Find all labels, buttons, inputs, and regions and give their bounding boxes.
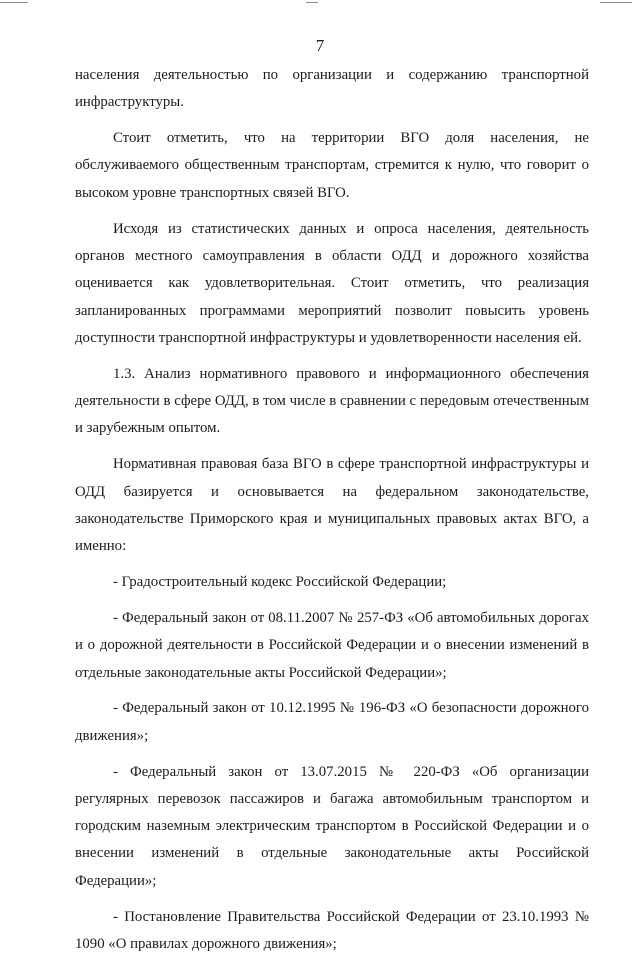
list-item: - Федеральный закон от 08.11.2007 № 257-ФЗ «Об автомобильных дорогах и о дорожной деятельности в Российской Федерации и о внесении изменений в отдельные законодательные акты Российской Федерации»; xyxy=(75,609,589,681)
document-body xyxy=(75,62,589,967)
page-number: 7 xyxy=(315,36,325,55)
list-item: - Федеральный закон от 13.07.2015 № 220-ФЗ «Об организации регулярных перевозок пассажиров и багажа автомобильным транспортом и городским наземным электрическим транспортом в Российской Федерации и о внесении изменений в отдельные законодательные акты Российской Федерации»; xyxy=(75,763,589,889)
paragraph: Исходя из статистических данных и опроса населения, деятельность органов местного самоуправления в области ОДД и дорожного хозяйства оценивается как удовлетворительная. Стоит отметить, что реализация запланированных программами мероприятий позволит повысить уровень доступности транспортной инфраструктуры и удовлетворенности населения ей. xyxy=(75,220,589,346)
section-heading: 1.3. Анализ нормативного правового и информационного обеспечения деятельности в сфере ОДД, в том числе в сравнении с передовым отечественным и зарубежным опытом. xyxy=(75,365,589,437)
paragraph: Стоит отметить, что на территории ВГО доля населения, не обслуживаемого общественным транспортам, стремится к нулю, что говорит о высоком уровне транспортных связей ВГО. xyxy=(75,130,589,201)
paragraph: Нормативная правовая база ВГО в сфере транспортной инфраструктуры и ОДД базируется и основывается на федеральном законодательстве, законодательстве Приморского края и муниципальных правовых актах ВГО, а именно: xyxy=(75,456,589,555)
paragraph-continuation: населения деятельностью по организации и содержанию транспортной инфраструктуры. xyxy=(75,67,589,111)
list-item: - Постановление Правительства Российской Федерации от 23.10.1993 № 1090 «О правилах дорожного движения»; xyxy=(75,908,589,952)
list-item: - Федеральный закон от 10.12.1995 № 196-ФЗ «О безопасности дорожного движения»; xyxy=(75,700,589,744)
scan-edge-mark xyxy=(306,2,318,3)
list-item: - Градостроительный кодекс Российской Федерации; xyxy=(113,574,447,591)
scan-edge-mark xyxy=(600,2,632,3)
scan-edge-mark xyxy=(0,2,28,3)
